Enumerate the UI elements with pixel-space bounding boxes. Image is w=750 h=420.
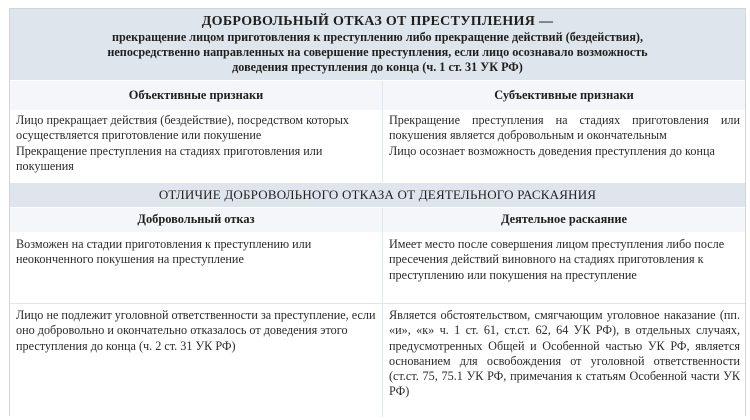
section1-body-row [10, 111, 745, 182]
renunciation-liability-cell: Лицо не подлежит уголовной ответственности за преступление, если оно добровольно и окончательно отказалось от доведения этого преступления до конца (ч. 2 ст. 31 УК РФ) [16, 308, 376, 353]
subjective-feature-1: Прекращение преступления на стадиях приготовления или покушения является добровольным и окончательным [389, 113, 740, 143]
column-divider-top [382, 81, 383, 182]
column-divider-bottom [382, 208, 383, 417]
comparison-table [9, 8, 746, 416]
section2-row-1 [10, 233, 745, 303]
subjective-features-header: Субъективные признаки [494, 88, 634, 102]
table-title: ДОБРОВОЛЬНЫЙ ОТКАЗ ОТ ПРЕСТУПЛЕНИЯ — [201, 14, 554, 29]
renunciation-stage-cell: Возможен на стадии приготовления к преступлению или неоконченного покушения на преступление [16, 237, 312, 267]
subjective-feature-2: Лицо осознает возможность доведения преступления до конца [389, 143, 715, 158]
definition-line-2: непосредственно направленных на совершение преступления, если лицо осознавало возможность [107, 45, 648, 59]
section2-header-row [10, 208, 745, 232]
objective-feature-1: Лицо прекращает действия (бездействие), посредством которых осуществляется приготовление или покушение [16, 113, 350, 143]
repentance-liability-cell: Является обстоятельством, смягчающим уголовное наказание (пп. «и», «к» ч. 1 ст. 61, ст.ст. 62, 64 УК РФ), в отдельных случаях, предусмотренных Общей и Особенной частью УК РФ, является основанием для освобождения от уголовной ответственности (ст.ст. 75, 75.1 УК РФ, примечания к статьям Особенной части УК РФ) [389, 308, 740, 399]
row-divider [10, 303, 745, 304]
voluntary-renunciation-header: Добровольный отказ [137, 212, 255, 226]
section1-header-row [10, 81, 745, 110]
definition-line-1: прекращение лицом приготовления к преступлению либо прекращение действий (бездействия), [111, 30, 644, 44]
definition-line-3: доведения преступления до конца (ч. 1 ст. 31 УК РФ) [232, 60, 523, 74]
section2-row-2 [10, 304, 745, 417]
table-title-block [10, 9, 745, 80]
objective-feature-2: Прекращение преступления на стадиях приготовления или покушения [16, 143, 323, 173]
objective-features-header: Объективные признаки [128, 88, 264, 102]
objective-features-cell [10, 111, 382, 182]
section2-title: ОТЛИЧИЕ ДОБРОВОЛЬНОГО ОТКАЗА ОТ ДЕЯТЕЛЬНОГО РАСКАЯНИЯ [158, 187, 597, 202]
section2-band [10, 183, 745, 207]
active-repentance-header: Деятельное раскаяние [500, 212, 628, 226]
subjective-features-cell [383, 111, 745, 182]
repentance-stage-cell: Имеет место после совершения лицом преступления либо после пресечения действий виновного на стадиях приготовления к преступлению или покушения на преступление [389, 237, 725, 282]
